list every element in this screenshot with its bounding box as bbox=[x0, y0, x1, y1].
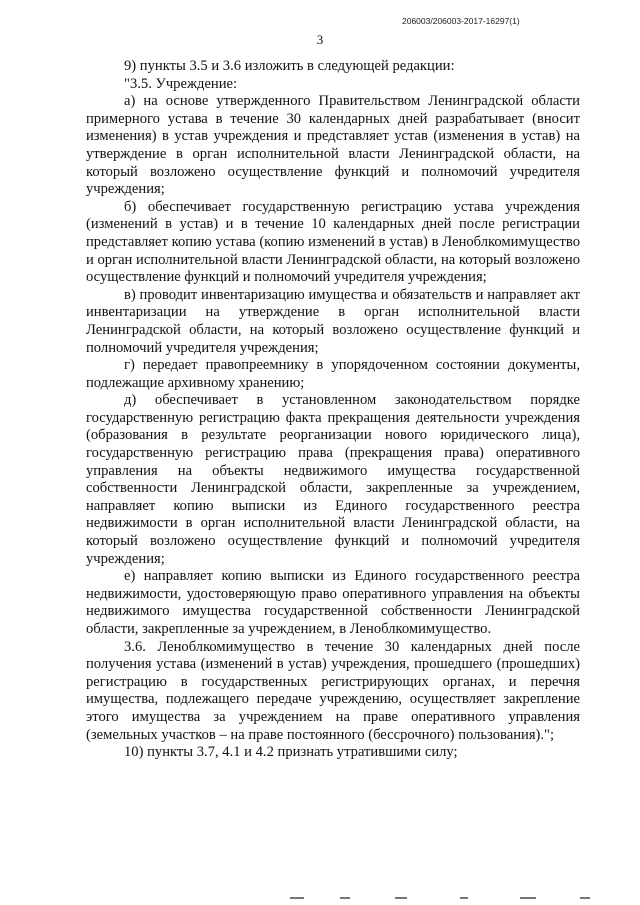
document-body bbox=[86, 58, 580, 762]
document-id: 206003/206003-2017-16297(1) bbox=[402, 16, 520, 26]
page-number: 3 bbox=[316, 32, 324, 47]
paragraph-subitem-a: а) на основе утвержденного Правительством Ленинградской области примерного устава в течение 30 календарных дней разрабатывает (вносит изменения) в устав учреждения и представляет устав (изменения в устав) на утверждение в орган исполнительной власти Ленинградской области, на который возложено осуществление функций и полномочий учредителя учреждения; bbox=[86, 93, 580, 198]
paragraph-section-3-6: 3.6. Леноблкомимущество в течение 30 календарных дней после получения устава (изменений в устав) учреждения, прошедшего (прошедших) регистрацию в государственных регистрирующих органах, и перечня имущества, подлежащего передаче учреждению, осуществляет закрепление этого имущества за учреждением на праве оперативного управления (земельных участков – на праве постоянного (бессрочного) пользования)."; bbox=[86, 638, 580, 743]
paragraph-subitem-v: в) проводит инвентаризацию имущества и обязательств и направляет акт инвентаризации на утверждение в орган исполнительной власти Ленинградской области, на который возложено осуществление функций и полномочий учредителя учреждения; bbox=[86, 286, 580, 356]
paragraph-subitem-b: б) обеспечивает государственную регистрацию устава учреждения (изменений в устав) и в течение 10 календарных дней после регистрации представляет копию устава (копию изменений в устав) в Леноблкомимущество и орган исполнительной власти Ленинградской области, на который возложено осуществление функций и полномочий учредителя учреждения; bbox=[86, 198, 580, 286]
paragraph-subitem-g: г) передает правопреемнику в упорядоченном состоянии документы, подлежащие архивному хранению; bbox=[86, 357, 580, 391]
paragraph-subitem-e: е) направляет копию выписки из Единого государственного реестра недвижимости, удостоверяющую право оперативного управления на объекты недвижимого имущества государственной собственности Ленинградской области, закрепленные за учреждением, в Леноблкомимущество. bbox=[86, 568, 580, 637]
paragraph-section-3-5-heading: "3.5. Учреждение: bbox=[124, 75, 238, 92]
paragraph-item-10: 10) пункты 3.7, 4.1 и 4.2 признать утратившими силу; bbox=[124, 744, 458, 761]
page-bottom-edge-marks bbox=[260, 897, 620, 900]
paragraph-subitem-d: д) обеспечивает в установленном законодательством порядке государственную регистрацию факта прекращения деятельности учреждения (образования в результате реорганизации нового юридического лица), государственную регистрацию права (прекращения права) оперативного управления на объекты недвижимого имущества государственной собственности Ленинградской области, закрепленные за учреждением, направляет копию выписки из Единого государственного реестра недвижимости в орган исполнительной власти Ленинградской области, на который возложено осуществление функций и полномочий учредителя учреждения; bbox=[86, 392, 580, 567]
paragraph-item-9: 9) пункты 3.5 и 3.6 изложить в следующей редакции: bbox=[124, 58, 455, 74]
